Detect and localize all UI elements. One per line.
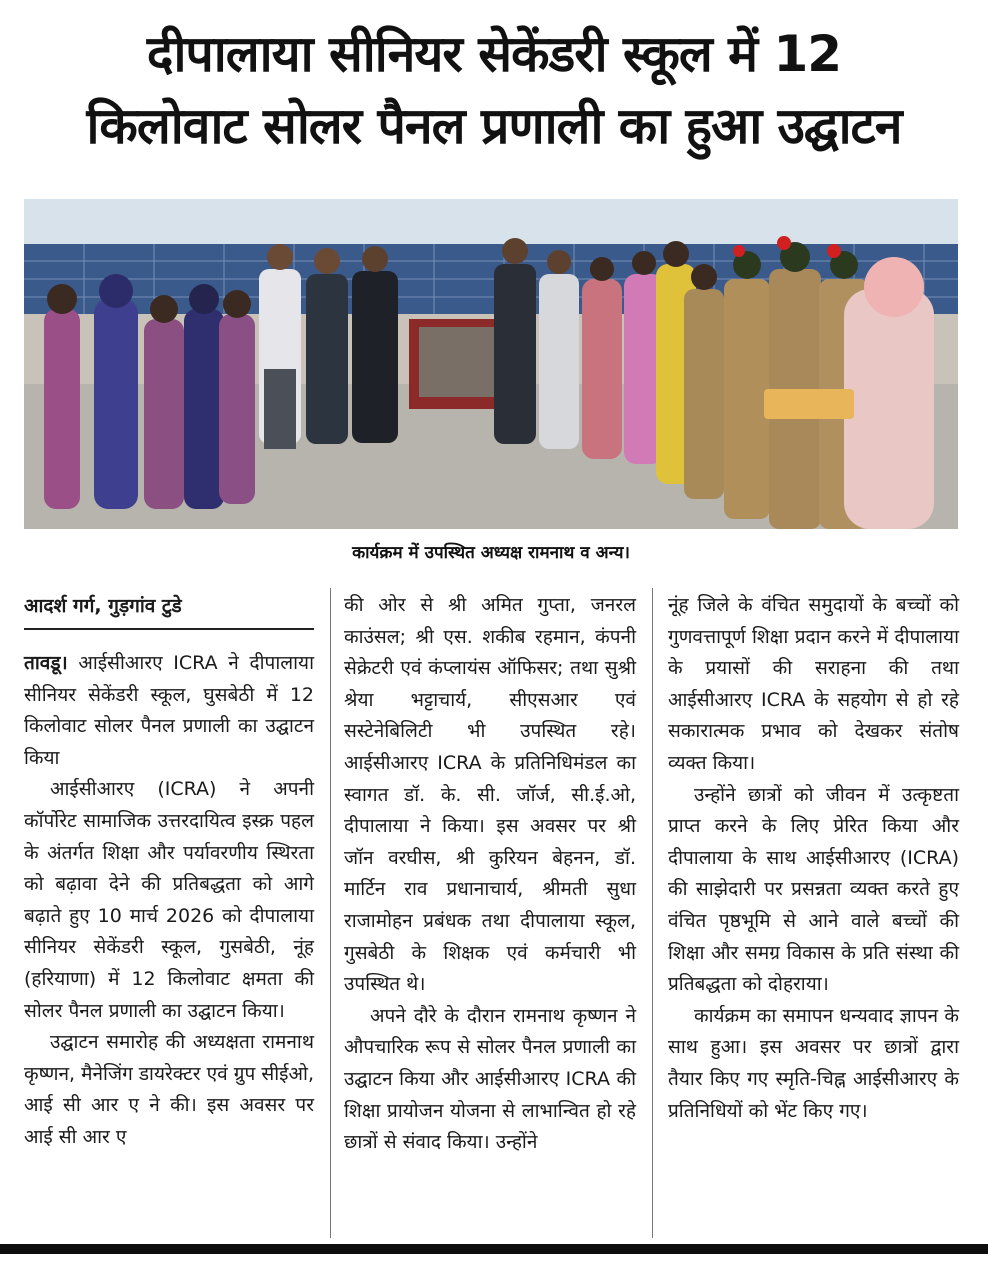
article-column-1: [24, 590, 314, 1154]
headline-line-1: दीपालाया सीनियर सेकेंडरी स्कूल में 12: [146, 25, 842, 83]
paragraph: उद्घाटन समारोह की अध्यक्षता रामनाथ कृष्णन, मैनेजिंग डायरेक्टर एवं ग्रुप सीईओ, आई सी आर ए ने की। इस अवसर पर आई सी आर ए: [24, 1031, 314, 1148]
footer-strip: [0, 1254, 988, 1265]
lead-paragraph: [24, 648, 314, 774]
column-divider: [330, 588, 331, 1238]
lead-text: आईसीआरए ICRA ने दीपालाया सीनियर सेकेंडरी स्कूल, घुसबेठी में 12 किलोवाट सोलर पैनल प्रणाली का उद्घाटन किया: [24, 652, 314, 769]
paragraph: नूंह जिले के वंचित समुदायों के बच्चों को गुणवत्तापूर्ण शिक्षा प्रदान करने में दीपालाया के प्रयासों की सराहना की तथा आईसीआरए ICRA के सहयोग से हो रहे सकारात्मक प्रभाव को देखकर संतोष व्यक्त किया।: [668, 594, 959, 774]
article-column-2: [344, 590, 636, 1159]
paragraph: आईसीआरए (ICRA) ने अपनी कॉर्पोरेट सामाजिक उत्तरदायित्व इस्क्र पहल के अंतर्गत शिक्षा और पर्यावरणीय स्थिरता को बढ़ावा देने की प्रतिबद्धता को आगे बढ़ाते हुए 10 मार्च 2026 को दीपालाया सीनियर सेकेंडरी स्कूल, गुसबेठी, नूंह (हरियाणा) में 12 किलोवाट क्षमता की सोलर पैनल प्रणाली का उद्घाटन किया।: [24, 778, 314, 1022]
paragraph: उन्होंने छात्रों को जीवन में उत्कृष्टता प्राप्त करने के लिए प्रेरित किया और दीपालाया के साथ आईसीआरए (ICRA) की साझेदारी पर प्रसन्नता व्यक्त करते हुए वंचित पृष्ठभूमि से आने वाले बच्चों की शिक्षा और समग्र विकास के प्रति संस्था की प्रतिबद्धता को दोहराया।: [668, 783, 959, 996]
headline-line-2: किलोवाट सोलर पैनल प्रणाली का हुआ उद्घाटन: [86, 97, 902, 155]
paragraph: की ओर से श्री अमित गुप्ता, जनरल काउंसल; श्री एस. शकीब रहमान, कंपनी सेक्रेटरी एवं कंप्लायंस ऑफिसर; तथा सुश्री श्रेया भट्टाचार्य, सीएसआर एवं सस्टेनेबिलिटी भी उपस्थित रहे। आईसीआरए ICRA के प्रतिनिधिमंडल का स्वागत डॉ. के. सी. जॉर्ज, सी.ई.ओ, दीपालाया ने किया। इस अवसर पर श्री जॉन वरघीस, श्री कुरियन बेहनन, डॉ. मार्टिन राव प्रधानाचार्य, श्रीमती सुधा राजामोहन प्रबंधक तथा दीपालाया स्कूल, गुसबेठी के शिक्षक एवं कर्मचारी भी उपस्थित थे।: [344, 594, 636, 996]
column-divider: [652, 588, 653, 1238]
event-photo: [24, 199, 958, 529]
photo-caption: कार्यक्रम में उपस्थित अध्यक्ष रामनाथ व अन्य।: [352, 543, 630, 563]
byline: आदर्श गर्ग, गुड़गांव टुडे: [24, 590, 314, 630]
headline: [20, 18, 968, 162]
paragraph: कार्यक्रम का समापन धन्यवाद ज्ञापन के साथ हुआ। इस अवसर पर छात्रों द्वारा तैयार किए गए स्मृति-चिह्न आईसीआरए के प्रतिनिधियों को भेंट किए गए।: [668, 1004, 959, 1122]
paragraph: अपने दौरे के दौरान रामनाथ कृष्णन ने औपचारिक रूप से सोलर पैनल प्रणाली का उद्घाटन किया और आईसीआरए ICRA की शिक्षा प्रायोजन योजना से लाभान्वित हो रहे छात्रों से संवाद किया। उन्होंने: [344, 1004, 636, 1154]
dateline: तावडू।: [24, 652, 68, 674]
article-column-3: [668, 590, 959, 1127]
